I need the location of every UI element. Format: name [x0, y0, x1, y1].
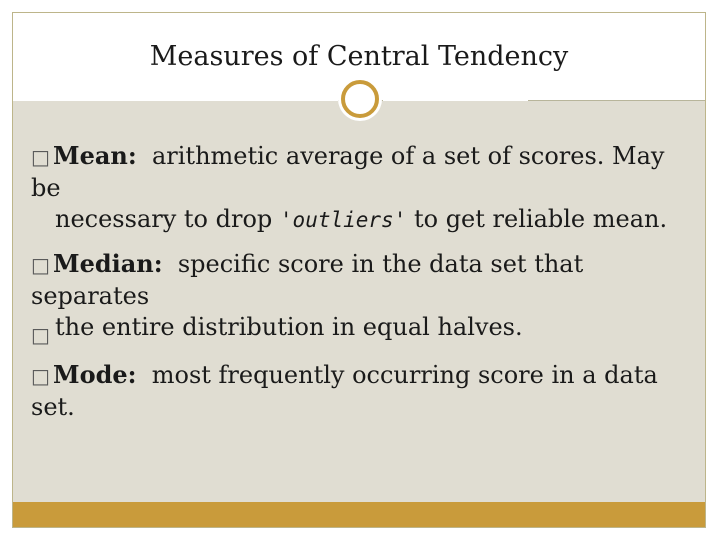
bullet-empty [31, 319, 701, 351]
checkbox-bullet-icon: □ [31, 145, 50, 169]
checkbox-bullet-icon: □ [31, 323, 50, 347]
bullet-text: most frequently occurring score in a data set. [31, 361, 658, 421]
checkbox-bullet-icon: □ [31, 253, 50, 277]
bullet-text: specific score in the data set that separates [31, 250, 584, 310]
slide-title: Measures of Central Tendency [149, 41, 569, 72]
slide [12, 12, 706, 528]
bullet-term: Mean: [53, 141, 137, 170]
bullet-term: Mode: [53, 360, 137, 389]
checkbox-bullet-icon: □ [31, 364, 50, 388]
bullet-text: to get reliable mean. [406, 205, 668, 233]
footer-bar [13, 502, 705, 527]
bullet-continuation [31, 204, 701, 236]
title-divider-right [383, 99, 528, 101]
title-divider-left [13, 99, 338, 101]
content-area [13, 100, 705, 504]
bullet-text: necessary to drop [55, 205, 280, 233]
bullet-term: Median: [53, 249, 163, 278]
circle-ornament-icon [341, 80, 379, 118]
bullet-continuation: the entire distribution in equal halves. [55, 313, 523, 341]
bullet-mode [31, 359, 701, 423]
bullet-mean [31, 140, 701, 236]
outliers-quote: 'outliers' [279, 208, 407, 232]
bullet-text: arithmetic average of a set of scores. May be [31, 142, 665, 202]
